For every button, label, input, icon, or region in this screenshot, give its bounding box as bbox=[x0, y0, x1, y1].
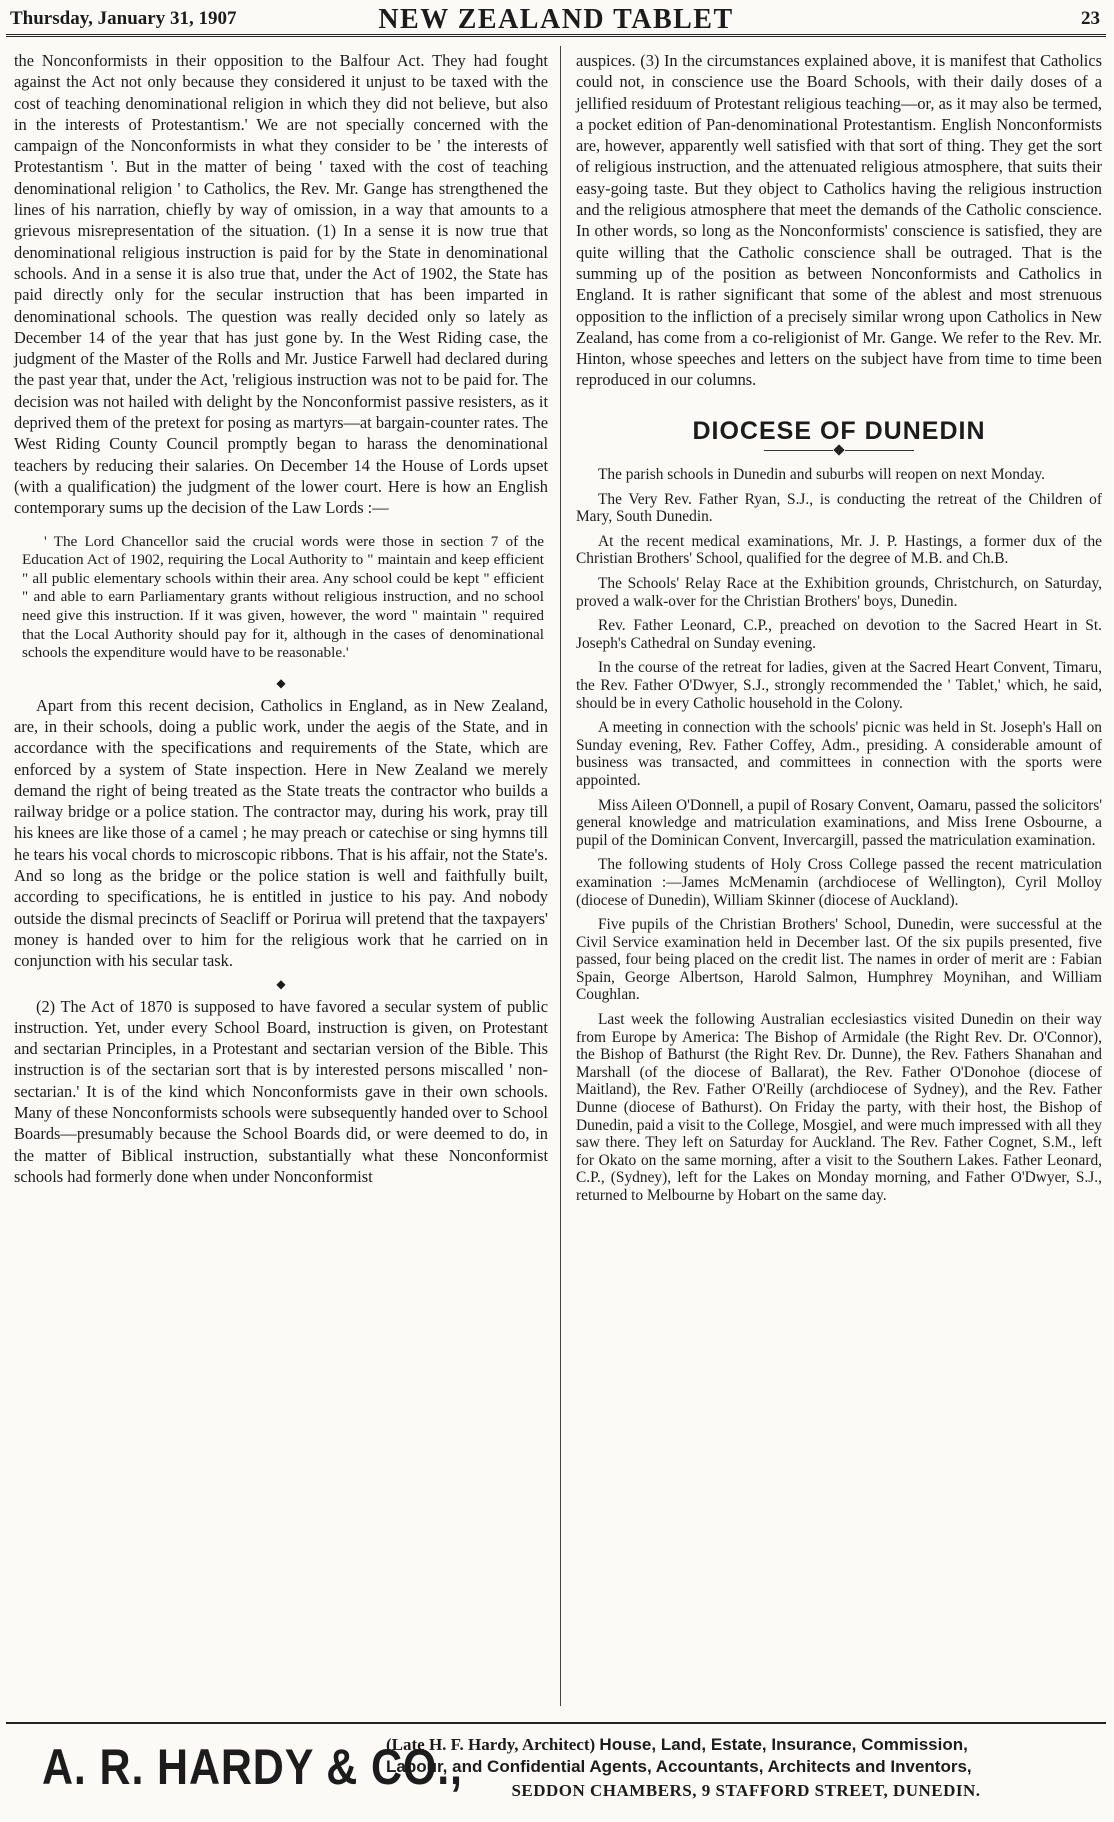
diamond-icon bbox=[833, 444, 844, 455]
page-number: 23 bbox=[1081, 8, 1100, 29]
newspaper-title: NEW ZEALAND TABLET bbox=[378, 4, 734, 35]
advertiser-note: (Late H. F. Hardy, Architect) bbox=[386, 1735, 596, 1754]
article-paragraph: Apart from this recent decision, Catholics in England, as in New Zealand, are, in their schools, doing a public work, under the aegis of the State, and in accordance with the specifications and requirements of the State, which are enforced by a system of State inspection. Here in New Zealand we merely demand the right of being treated as the State treats the contractor who builds a railway bridge or a police station. The contractor may, during his work, pray till his knees are like those of a camel ; he may preach or catechise or sing hymns till he tears his vocal chords to microscopic ribbons. That is his affair, not the State's. And so long as the bridge or the police station is well and faithfully built, according to specifications, he is entitled in justice to his pay. And nobody outside the dismal precincts of Seacliff or Porirua will pretend that the taxpayers' money is handed over to him for the religious work that he carried on in conjunction with his secular task. bbox=[14, 695, 548, 971]
news-item: The parish schools in Dunedin and suburbs will reopen on next Monday. bbox=[598, 466, 1045, 484]
news-item: At the recent medical examinations, Mr. J. P. Hastings, a former dux of the Christian Brothers' School, qualified for the degree of M.B. and Ch.B. bbox=[576, 532, 1102, 568]
heading-ornament bbox=[764, 446, 914, 454]
news-item: The Schools' Relay Race at the Exhibition grounds, Christchurch, on Saturday, proved a walk-over for the Christian Brothers' boys, Dunedin. bbox=[576, 575, 1102, 610]
news-item: Last week the following Australian ecclesiastics visited Dunedin on their way from Europe by America: The Bishop of Armidale (the Right Rev. Dr. O'Connor), the Bishop of Bathurst (the Right Rev. Dr. Dunne), the Rev. Fathers Shanahan and Marshall (of the diocese of Ballarat), the Rev. Father O'Donohoe (diocese of Maitland), the Rev. Father O'Reilly (archdiocese of Sydney), and the Rev. Father Dunne (diocese of Bathurst). On Friday the party, with their host, the Bishop of Dunedin, paid a visit to the College, Mosgiel, and were much impressed with all they saw there. They left on Saturday for Auckland. The Rev. Father Cognet, S.M., left for Okato on the same morning, after a visit to the Southern Lakes. Father Leonard, C.P., (Sydney), left for the Lakes on Monday morning, and Father O'Dwyer, S.J., returned to Melbourne by Hobart on the same day. bbox=[576, 1011, 1102, 1205]
page-header bbox=[6, 4, 1106, 37]
news-item: Rev. Father Leonard, C.P., preached on devotion to the Sacred Heart in St. Joseph's Cathedral on Sunday evening. bbox=[576, 617, 1102, 652]
law-lords-quote: ' The Lord Chancellor said the crucial words were those in section 7 of the Education Act of 1902, requiring the Local Authority to " maintain and keep efficient " all public elementary schools within their area. Any school could be kept " efficient " and able to earn Parliamentary grants without religious instruction, and no school need give this instruction. If it was given, however, the word " maintain " required that the Local Authority should pay for it, although in the cases of denominational schools the expenditure would have to be reasonable.' bbox=[22, 532, 544, 662]
news-item: In the course of the retreat for ladies, given at the Sacred Heart Convent, Timaru, the Rev. Father O'Dwyer, S.J., strongly recommended the ' Tablet,' which, he said, should be in every Catholic household in the Colony. bbox=[576, 659, 1102, 712]
section-separator: ◆ bbox=[276, 675, 286, 690]
news-item: The following students of Holy Cross College passed the recent matriculation examination :—James McMenamin (archdiocese of Wellington), Cyril Molloy (diocese of Dunedin), William Skinner (diocese of Auckland). bbox=[576, 856, 1102, 909]
right-column bbox=[576, 50, 1102, 1212]
news-item: Miss Aileen O'Donnell, a pupil of Rosary Convent, Oamaru, passed the solicitors' general knowledge and matriculation examinations, and Miss Irene Osbourne, a pupil of the Dominican Convent, Invercargill, passed the matriculation examination. bbox=[576, 796, 1102, 849]
advertiser-services-2: Labour, and Confidential Agents, Accountants, Architects and Inventors, bbox=[386, 1757, 972, 1776]
issue-date: Thursday, January 31, 1907 bbox=[10, 8, 237, 29]
left-column bbox=[14, 50, 548, 1187]
advertiser-address: SEDDON CHAMBERS, 9 STAFFORD STREET, DUNEDIN. bbox=[511, 1781, 981, 1800]
news-item: The Very Rev. Father Ryan, S.J., is conducting the retreat of the Children of Mary, South Dunedin. bbox=[576, 490, 1102, 526]
section-separator: ◆ bbox=[276, 976, 286, 991]
advertisement-text bbox=[386, 1734, 1106, 1802]
advertiser-name: A. R. HARDY & CO., bbox=[42, 1739, 463, 1795]
diocese-news bbox=[576, 466, 1102, 1205]
section-heading: DIOCESE OF DUNEDIN bbox=[692, 416, 986, 445]
article-paragraph: auspices. (3) In the circumstances explained above, it is manifest that Catholics could not, in conscience use the Board Schools, with their daily doses of a jellified residuum of Protestant religious teaching—or, as it may also be termed, a pocket edition of Pan-denominational Protestantism. English Nonconformists are, however, apparently well satisfied with that sort of thing. They get the sort of religious instruction, and the attenuated religious atmosphere, that suits their easy-going taste. But they object to Catholics having the religious instruction and the religious atmosphere that meet the demands of the Catholic conscience. In other words, so long as the Nonconformists' conscience is satisfied, they are quite willing that the Catholic conscience shall be outraged. That is the summing up of the position as between Nonconformists and Catholics in England. It is rather significant that some of the ablest and most strenuous opposition to the infliction of a precisely similar wrong upon Catholics in New Zealand, has come from a co-religionist of Mr. Gange. We refer to the Rev. Mr. Hinton, whose speeches and letters on the subject have from time to time been reproduced in our columns. bbox=[576, 51, 1102, 390]
news-item: A meeting in connection with the schools' picnic was held in St. Joseph's Hall on Sunday evening, Rev. Father Coffey, Adm., presiding. A considerable amount of business was transacted, and committees in connection with the sports were appointed. bbox=[576, 719, 1102, 789]
news-item: Five pupils of the Christian Brothers' School, Dunedin, were successful at the Civil Service examination held in December last. Of the six pupils presented, five passed, four being placed on the credit list. The names in order of merit are : Fabian Spain, George Albertson, Harold Salmon, Humphrey Moynihan, and William Coughlan. bbox=[576, 916, 1102, 1004]
article-paragraph: (2) The Act of 1870 is supposed to have favored a secular system of public instruction. Yet, under every School Board, instruction is given, on Protestant and sectarian Principles, in a Protestant and sectarian version of the Bible. This instruction is of the sectarian sort that is by interested persons miscalled ' non-sectarian.' It is of the kind which Nonconformists gave in their own schools. Many of these Nonconformists schools were subsequently handed over to School Boards—presumably because the School Boards did, or were deemed to do, in the matter of Biblical instruction, substantially what these Nonconformist schools had formerly done when under Nonconformist bbox=[14, 996, 548, 1186]
advertiser-services: House, Land, Estate, Insurance, Commission, bbox=[599, 1735, 968, 1754]
article-paragraph: the Nonconformists in their opposition to the Balfour Act. They had fought against the Act not only because they considered it unjust to be taxed with the cost of teaching denominational religion in which they did not believe, but also in the interests of Protestantism.' We are not specially concerned with the campaign of the Nonconformists in what they consider to be ' the interests of Protestantism '. But in the matter of being ' taxed with the cost of teaching denominational religion ' to Catholics, the Rev. Mr. Gange has strengthened the lines of his narration, chiefly by way of omission, in a way that amounts to a grievous misrepresentation of the situation. (1) In a sense it is now true that denominational religious instruction is paid for by the State in denominational schools. And in a sense it is also true that, under the Act of 1902, the State has paid directly only for the secular instruction that has been imparted in denominational schools. The question was really decided only so lately as December 14 of the year that has just gone by. In the West Riding case, the judgment of the Master of the Rolls and Mr. Justice Farwell had declared during the past year that, under the Act, 'religious instruction was not to be paid for. The decision was not hailed with delight by the Nonconformist passive resisters, as it deprived them of the pretext for posing as martyrs—at bargain-counter rates. The West Riding County Council promptly began to harass the denominational teachers by reducing their salaries. On December 14 the House of Lords upset (with a qualification) the judgment of the lower court. Here is how an English contemporary sums up the decision of the Law Lords :— bbox=[14, 51, 548, 518]
column-divider bbox=[560, 46, 561, 1706]
advertisement-footer bbox=[6, 1722, 1106, 1820]
